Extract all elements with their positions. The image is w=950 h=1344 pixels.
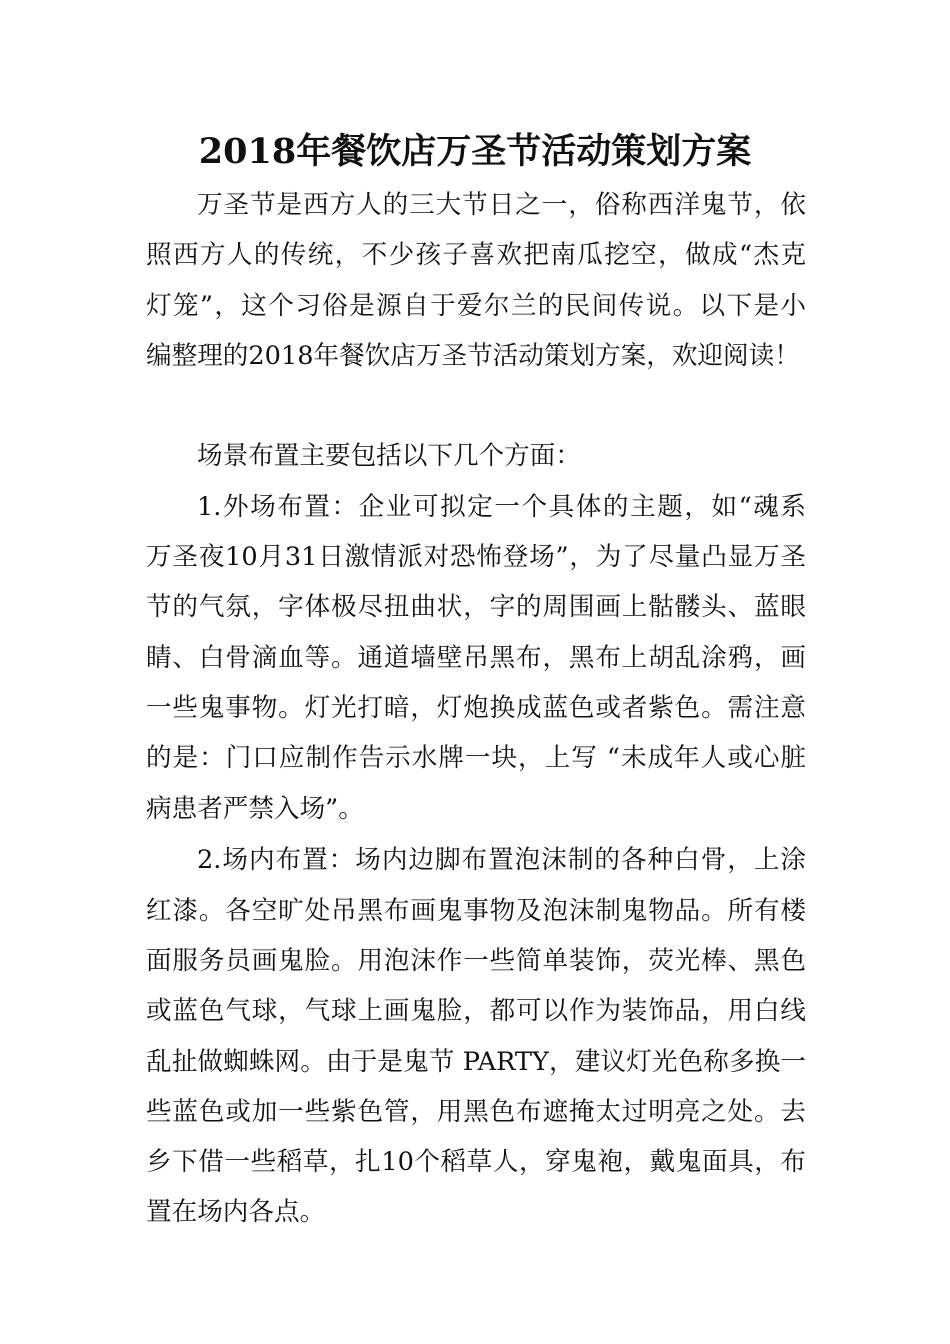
intro-line: 灯笼”，这个习俗是源自于爱尔兰的民间传说。以下是小 [146, 290, 806, 321]
indoor-line: 置在场内各点。 [146, 1197, 326, 1228]
indoor-line: 2.场内布置：场内边脚布置泡沫制的各种白骨，上涂 [197, 845, 806, 876]
intro-line: 万圣节是西方人的三大节日之一，俗称西洋鬼节，依 [197, 190, 806, 220]
indoor-line: 些蓝色或加一些紫色管，用黑色布遮掩太过明亮之处。去 [146, 1096, 806, 1127]
indoor-paragraph [146, 835, 806, 1237]
indoor-line: 乡下借一些稻草，扎10个稻草人，穿鬼袍，戴鬼面具，布 [146, 1147, 806, 1178]
outdoor-line: 节的气氛，字体极尽扭曲状，字的周围画上骷髅头、蓝眼 [146, 592, 806, 623]
outdoor-line: 的是：门口应制作告示水牌一块，上写 “未成年人或心脏 [146, 743, 806, 774]
outdoor-line: 睛、白骨滴血等。通道墙壁吊黑布，黑布上胡乱涂鸦，画 [146, 642, 806, 673]
blank-line [146, 381, 806, 431]
indoor-line: 或蓝色气球，气球上画鬼脸，都可以作为装饰品，用白线 [146, 996, 806, 1027]
outdoor-line: 万圣夜10月31日激情派对恐怖登场”，为了尽量凸显万圣 [146, 542, 806, 573]
intro-paragraph [146, 180, 806, 381]
outdoor-line: 一些鬼事物。灯光打暗，灯炮换成蓝色或者紫色。需注意 [146, 692, 806, 723]
outdoor-line: 病患者严禁入场”。 [146, 793, 364, 824]
document-body [146, 180, 806, 1238]
indoor-line: 乱扯做蜘蛛网。由于是鬼节 PARTY，建议灯光色称多换一 [146, 1046, 806, 1077]
intro-line: 照西方人的传统，不少孩子喜欢把南瓜挖空，做成“杰克 [146, 240, 806, 271]
section-intro: 场景布置主要包括以下几个方面： [197, 441, 581, 472]
intro-line: 编整理的2018年餐饮店万圣节活动策划方案，欢迎阅读！ [146, 340, 800, 371]
indoor-line: 红漆。各空旷处吊黑布画鬼事物及泡沫制鬼物品。所有楼 [146, 895, 806, 926]
outdoor-paragraph [146, 482, 806, 834]
indoor-line: 面服务员画鬼脸。用泡沫作一些简单装饰，荧光棒、黑色 [146, 945, 806, 976]
document-title: 2018年餐饮店万圣节活动策划方案 [198, 131, 752, 172]
outdoor-line: 1.外场布置：企业可拟定一个具体的主题，如“魂系 [197, 491, 806, 522]
